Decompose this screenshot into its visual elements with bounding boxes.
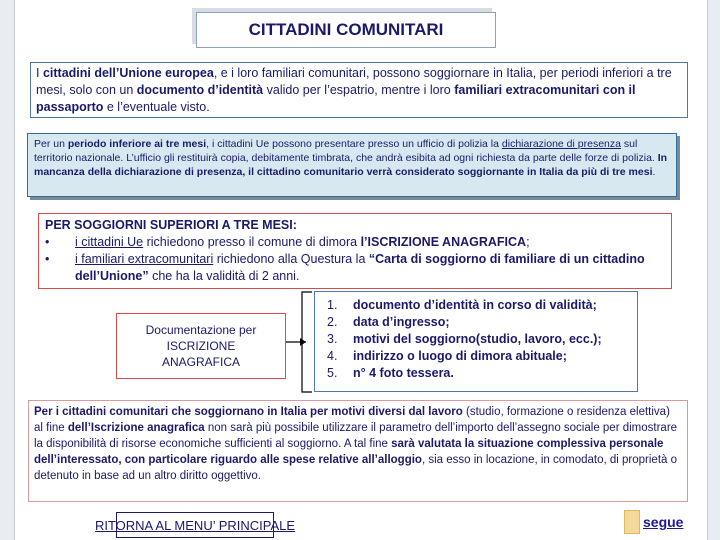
long-stay-item-family-t2: che ha la validità di 2 anni. [148,269,300,283]
registration-docs-line-3: ANAGRAFICA [161,355,240,369]
long-stay-item-family-bold: “Carta di soggiorno di familiare di un cittadino dell’Unione” [75,252,645,283]
other-reasons-box [28,400,688,502]
registration-docs-line-1: Documentazione per [145,323,257,337]
bullet: • [45,252,50,266]
other-reasons-bold-3: sarà valutata la situazione complessiva personale dell’interessato, con particolare riguardo alle spese relative all’alloggio [34,438,664,466]
list-item-number: 3. [327,332,338,346]
intro-text-3: valido per l’espatrio, mentre i loro [263,83,455,97]
list-item-text: data d’ingresso; [353,315,450,329]
next-button[interactable] [624,510,696,534]
short-stay-text-3: sul territorio nazionale. L’ufficio gli restituirà copia, debitamente timbrata, che andrà esibita ad ogni richiesta da parte delle forze di polizia. [34,138,658,164]
short-stay-bold-1: periodo inferiore ai tre mesi [67,138,207,150]
short-stay-underline-1: dichiarazione di presenza [501,138,621,150]
other-reasons-text-2: non sarà più possibile utilizzare il parametro dell’importo dell’assegno sociale per dimostrare la disponibilità di risorse economiche sufficienti al soggiorno. A tal fine [34,422,678,450]
long-stay-item-eu [45,234,665,251]
next-label: segue [643,514,684,530]
registration-docs-box [116,313,286,379]
long-stay-item-family-text [75,251,665,285]
list-item-text: documento d’identità in corso di validità; [353,298,597,312]
short-stay-text-2: , i cittadini Ue possono presentare presso un ufficio di polizia la [206,138,502,150]
registration-docs-line-2: ISCRIZIONE [166,339,236,353]
short-stay-bold-2: In mancanza della dichiarazione di presenza, il cittadino comunitario verrà considerato soggiornante in Italia da più di tre mesi [34,152,668,178]
list-item [323,365,629,382]
long-stay-item-family-underline: i familiari extracomunitari [75,252,214,266]
list-item-number: 1. [327,298,338,312]
list-item [323,348,629,365]
long-stay-box [38,213,672,289]
long-stay-item-eu-underline: i cittadini Ue [75,235,144,249]
intro-text-4: e l’eventuale visto. [103,100,210,114]
list-item-text: motivi del soggiorno(studio, lavoro, ecc.); [353,332,602,346]
other-reasons-text-3: , sia esso in locazione, in comodato, di proprietà o detenuto in base ad un altro diritto oggettivo. [34,454,678,482]
long-stay-item-eu-bold: l’ISCRIZIONE ANAGRAFICA [360,235,527,249]
intro-text-2: , e i loro familiari comunitari, possono soggiornare in Italia, per periodi inferiori a tre mesi, solo con un [36,66,672,97]
other-reasons-bold-1: Per i cittadini comunitari che soggiornano in Italia per motivi diversi dal lavoro [34,406,463,418]
documents-list [314,291,638,392]
long-stay-heading: PER SOGGIORNI SUPERIORI A TRE MESI: [45,218,297,232]
bracket-arrow-icon [286,290,314,394]
long-stay-item-family [45,251,665,285]
list-item-number: 2. [327,315,338,329]
page-title: CITTADINI COMUNITARI [248,20,444,39]
intro-text-1: I [36,66,43,80]
return-to-main-menu-button[interactable]: RITORNA AL MENU’ PRINCIPALE [116,512,274,538]
bullet: • [45,235,50,249]
list-item-text: indirizzo o luogo di dimora abituale; [353,349,567,363]
list-item-number: 5. [327,366,338,380]
short-stay-text-4: . [652,166,656,178]
list-item [323,297,629,314]
next-marker-icon [624,510,640,534]
other-reasons-text-1: (studio, formazione o residenza elettiva) al fine [34,406,670,434]
long-stay-item-family-t1: richiedono alla Questura la [213,252,369,266]
intro-bold-3: familiari extracomunitari con il passaporto [36,83,636,114]
intro-bold-2: documento d’identità [136,83,264,97]
intro-bold-1: cittadini dell’Unione europea [42,66,214,80]
title-box [196,12,496,48]
list-item [323,331,629,348]
other-reasons-bold-2: dell’Iscrizione anagrafica [67,422,205,434]
short-stay-box [27,133,677,197]
long-stay-item-eu-text [75,234,530,251]
list-item-number: 4. [327,349,338,363]
list-item [323,314,629,331]
long-stay-item-eu-t1: richiedono presso il comune di dimora [143,235,361,249]
long-stay-item-eu-t2: ; [526,235,530,249]
list-item-text: n° 4 foto tessera. [353,366,454,380]
short-stay-text-1: Per un [34,138,68,150]
intro-box [30,62,688,118]
